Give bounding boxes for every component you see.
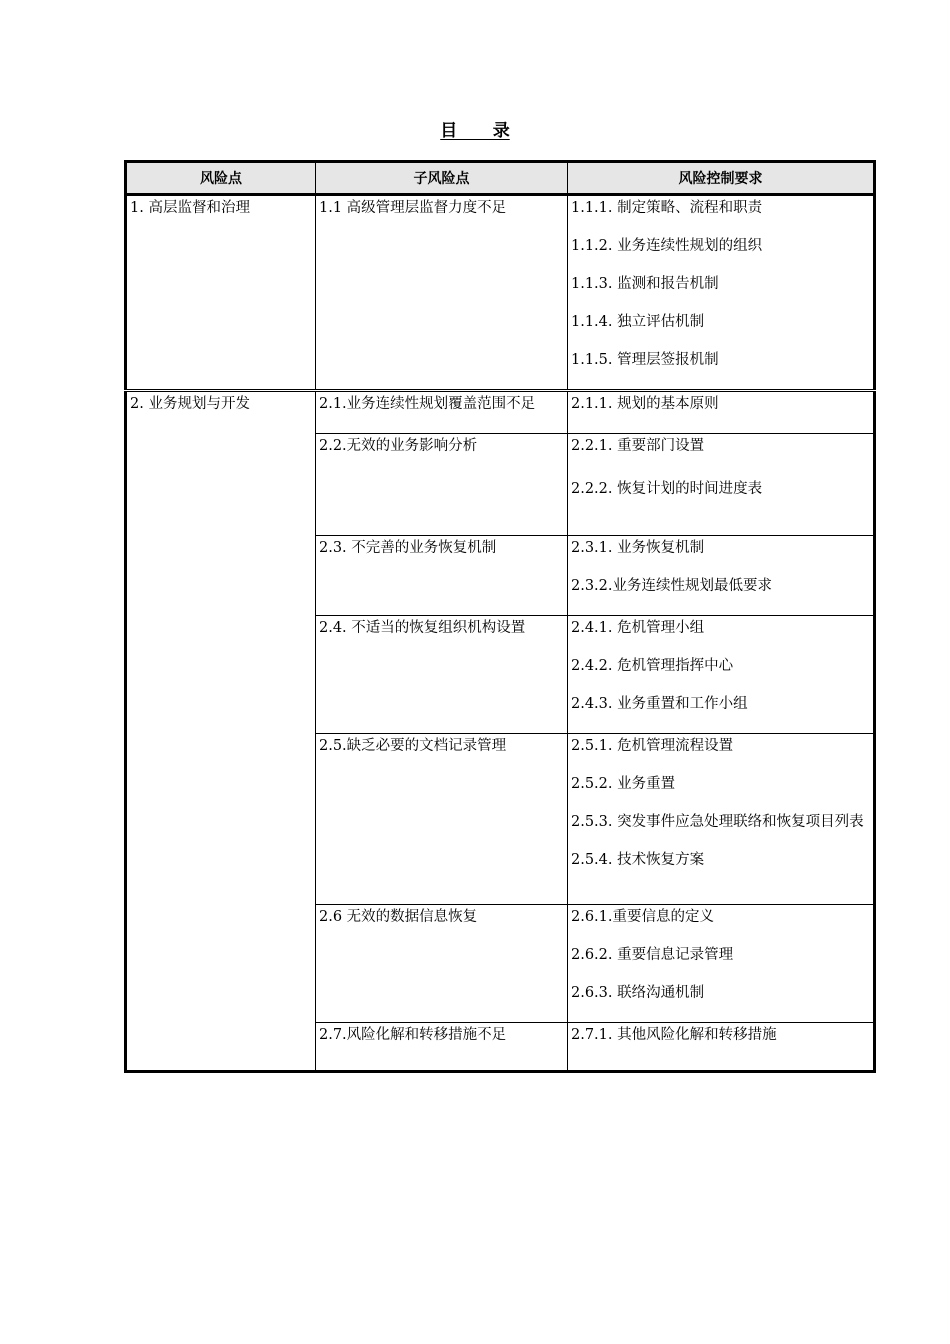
requirement-item: 2.6.1.重要信息的定义 — [571, 909, 715, 925]
sub-risk-cell: 2.1.业务连续性规划覆盖范围不足 — [316, 391, 568, 434]
requirement-item: 2.1.1. 规划的基本原则 — [571, 396, 719, 412]
requirement-item: 2.4.1. 危机管理小组 — [571, 620, 705, 636]
header-control-requirement: 风险控制要求 — [568, 162, 875, 195]
document-title: 目 录 — [440, 121, 510, 141]
requirements-cell — [568, 1023, 875, 1072]
requirements-cell — [568, 734, 875, 905]
requirement-item: 1.1.2. 业务连续性规划的组织 — [571, 238, 763, 254]
requirement-item: 2.3.2.业务连续性规划最低要求 — [571, 578, 773, 594]
header-risk-point: 风险点 — [126, 162, 316, 195]
requirement-item: 2.2.2. 恢复计划的时间进度表 — [571, 481, 763, 497]
sub-risk-cell: 2.3. 不完善的业务恢复机制 — [316, 536, 568, 616]
sub-risk-cell: 2.2.无效的业务影响分析 — [316, 434, 568, 536]
requirements-cell — [568, 434, 875, 536]
sub-risk-cell: 1.1 高级管理层监督力度不足 — [316, 195, 568, 391]
requirement-item: 2.5.2. 业务重置 — [571, 776, 676, 792]
requirements-cell — [568, 905, 875, 1023]
requirements-cell — [568, 391, 875, 434]
risk-point-cell: 1. 高层监督和治理 — [126, 195, 316, 391]
requirement-item: 1.1.5. 管理层签报机制 — [571, 352, 719, 368]
risk-control-table — [124, 160, 876, 1073]
requirements-cell — [568, 616, 875, 734]
requirement-item: 2.4.2. 危机管理指挥中心 — [571, 658, 734, 674]
requirement-item: 2.6.3. 联络沟通机制 — [571, 985, 705, 1001]
requirement-item: 2.7.1. 其他风险化解和转移措施 — [571, 1027, 777, 1043]
sub-risk-cell: 2.7.风险化解和转移措施不足 — [316, 1023, 568, 1072]
requirement-item: 2.6.2. 重要信息记录管理 — [571, 947, 734, 963]
requirement-item: 1.1.4. 独立评估机制 — [571, 314, 705, 330]
header-sub-risk-point: 子风险点 — [316, 162, 568, 195]
table-row — [126, 391, 875, 434]
table-row — [126, 195, 875, 391]
requirement-item: 2.5.3. 突发事件应急处理联络和恢复项目列表 — [571, 814, 864, 830]
requirement-item: 1.1.3. 监测和报告机制 — [571, 276, 719, 292]
sub-risk-cell: 2.6 无效的数据信息恢复 — [316, 905, 568, 1023]
sub-risk-cell: 2.4. 不适当的恢复组织机构设置 — [316, 616, 568, 734]
requirement-item: 2.2.1. 重要部门设置 — [571, 438, 705, 454]
table-header-row — [126, 162, 875, 195]
requirement-item: 2.4.3. 业务重置和工作小组 — [571, 696, 748, 712]
requirement-item: 2.3.1. 业务恢复机制 — [571, 540, 705, 556]
requirement-item: 1.1.1. 制定策略、流程和职责 — [571, 200, 763, 216]
risk-point-cell: 2. 业务规划与开发 — [126, 391, 316, 1072]
requirement-item: 2.5.1. 危机管理流程设置 — [571, 738, 734, 754]
sub-risk-cell: 2.5.缺乏必要的文档记录管理 — [316, 734, 568, 905]
requirements-cell — [568, 536, 875, 616]
requirements-cell — [568, 195, 875, 391]
requirement-item: 2.5.4. 技术恢复方案 — [571, 852, 705, 868]
